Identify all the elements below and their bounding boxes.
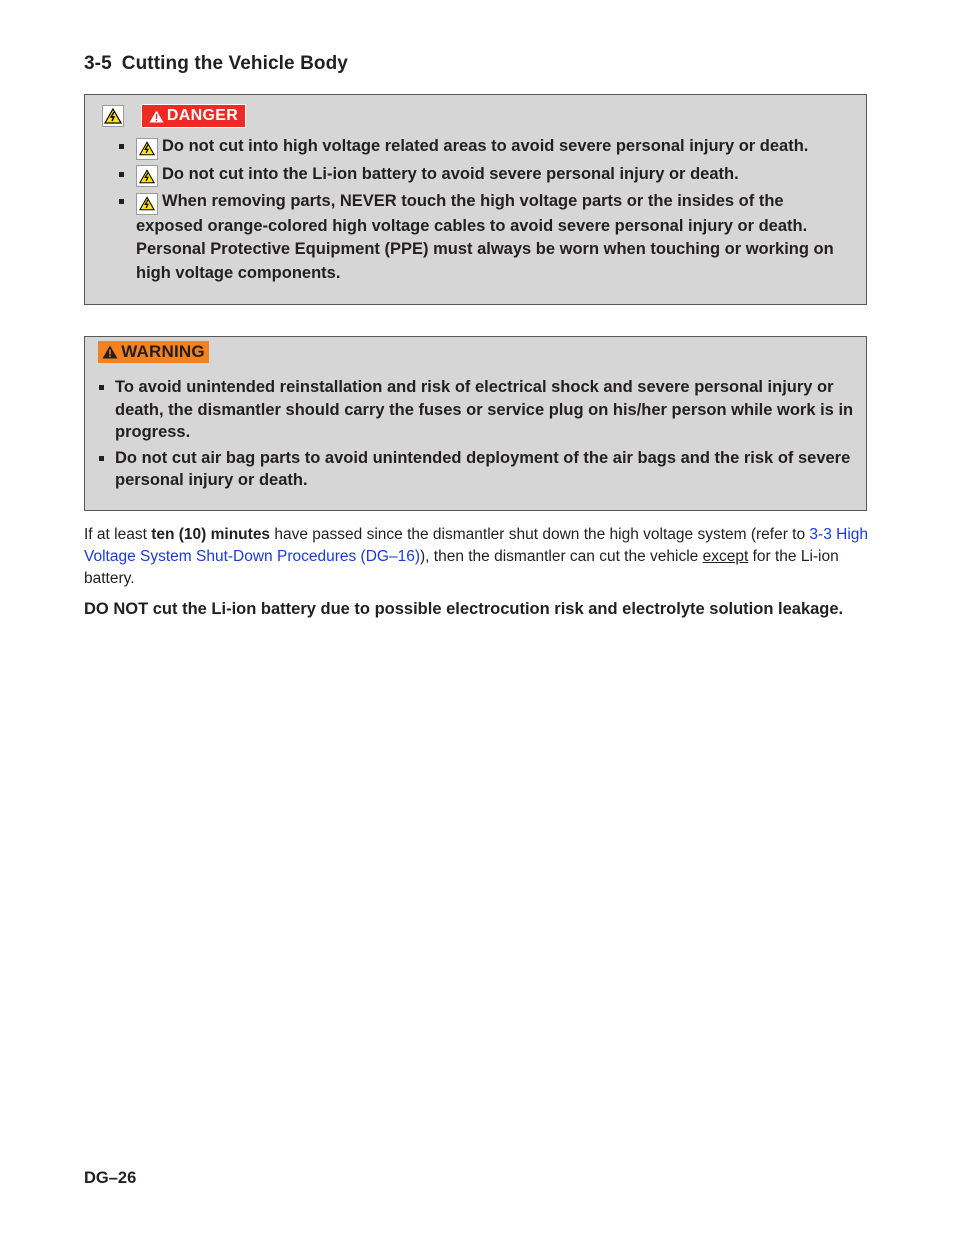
shutdown-procedure-link[interactable]: 3-3 High Voltage System Shut-Down Procedures (DG–16) <box>84 526 869 565</box>
battery-warning-paragraph: DO NOT cut the Li-ion battery due to possible electrocution risk and electrolyte solution leakage. <box>84 600 844 618</box>
danger-header <box>102 104 246 128</box>
warning-box <box>84 336 867 511</box>
cutting-instructions-paragraph <box>84 524 874 590</box>
danger-label-text: DANGER <box>166 107 239 124</box>
except-emphasis: except <box>702 548 749 565</box>
paragraph-text: If at least <box>84 526 152 543</box>
danger-item-text: Do not cut into high voltage related areas to avoid severe personal injury or death. <box>162 137 809 155</box>
danger-item-text: Do not cut into the Li-ion battery to avoid severe personal injury or death. <box>162 164 739 183</box>
time-emphasis: ten (10) minutes <box>151 526 271 543</box>
warning-item: Do not cut air bag parts to avoid unintended deployment of the air bags and the risk of severe personal injury or death. <box>97 447 857 492</box>
paragraph-text: ), then the dismantler can cut the vehicle <box>420 548 703 565</box>
danger-label <box>141 104 246 128</box>
warning-label <box>98 341 209 363</box>
high-voltage-icon <box>136 138 158 160</box>
alert-triangle-icon <box>102 345 118 359</box>
page-number: DG–26 <box>84 1169 137 1187</box>
section-number: 3-5 <box>84 53 112 74</box>
danger-box <box>84 94 867 305</box>
section-title <box>84 53 348 75</box>
danger-list <box>117 135 847 288</box>
danger-item <box>117 190 847 285</box>
danger-item-text: When removing parts, NEVER touch the high voltage parts or the insides of the exposed orange-colored high voltage cables to avoid severe personal injury or death. Personal Protective Equipment (PPE) must always be worn when touching or working on high voltage components. <box>136 192 834 282</box>
warning-item: To avoid unintended reinstallation and risk of electrical shock and severe personal injury or death, the dismantler should carry the fuses or service plug on his/her person while work is in progress. <box>97 376 857 444</box>
danger-item <box>117 135 847 160</box>
paragraph-text: for the Li-ion battery. <box>84 548 839 587</box>
high-voltage-icon <box>102 105 124 127</box>
warning-list <box>97 376 857 495</box>
warning-label-text: WARNING <box>121 342 205 361</box>
paragraph-text: have passed since the dismantler shut down the high voltage system (refer to <box>270 526 810 543</box>
alert-triangle-icon <box>149 110 164 123</box>
high-voltage-icon <box>136 165 158 187</box>
high-voltage-icon <box>136 193 158 215</box>
danger-item <box>117 163 847 188</box>
section-title-text: Cutting the Vehicle Body <box>121 53 348 74</box>
